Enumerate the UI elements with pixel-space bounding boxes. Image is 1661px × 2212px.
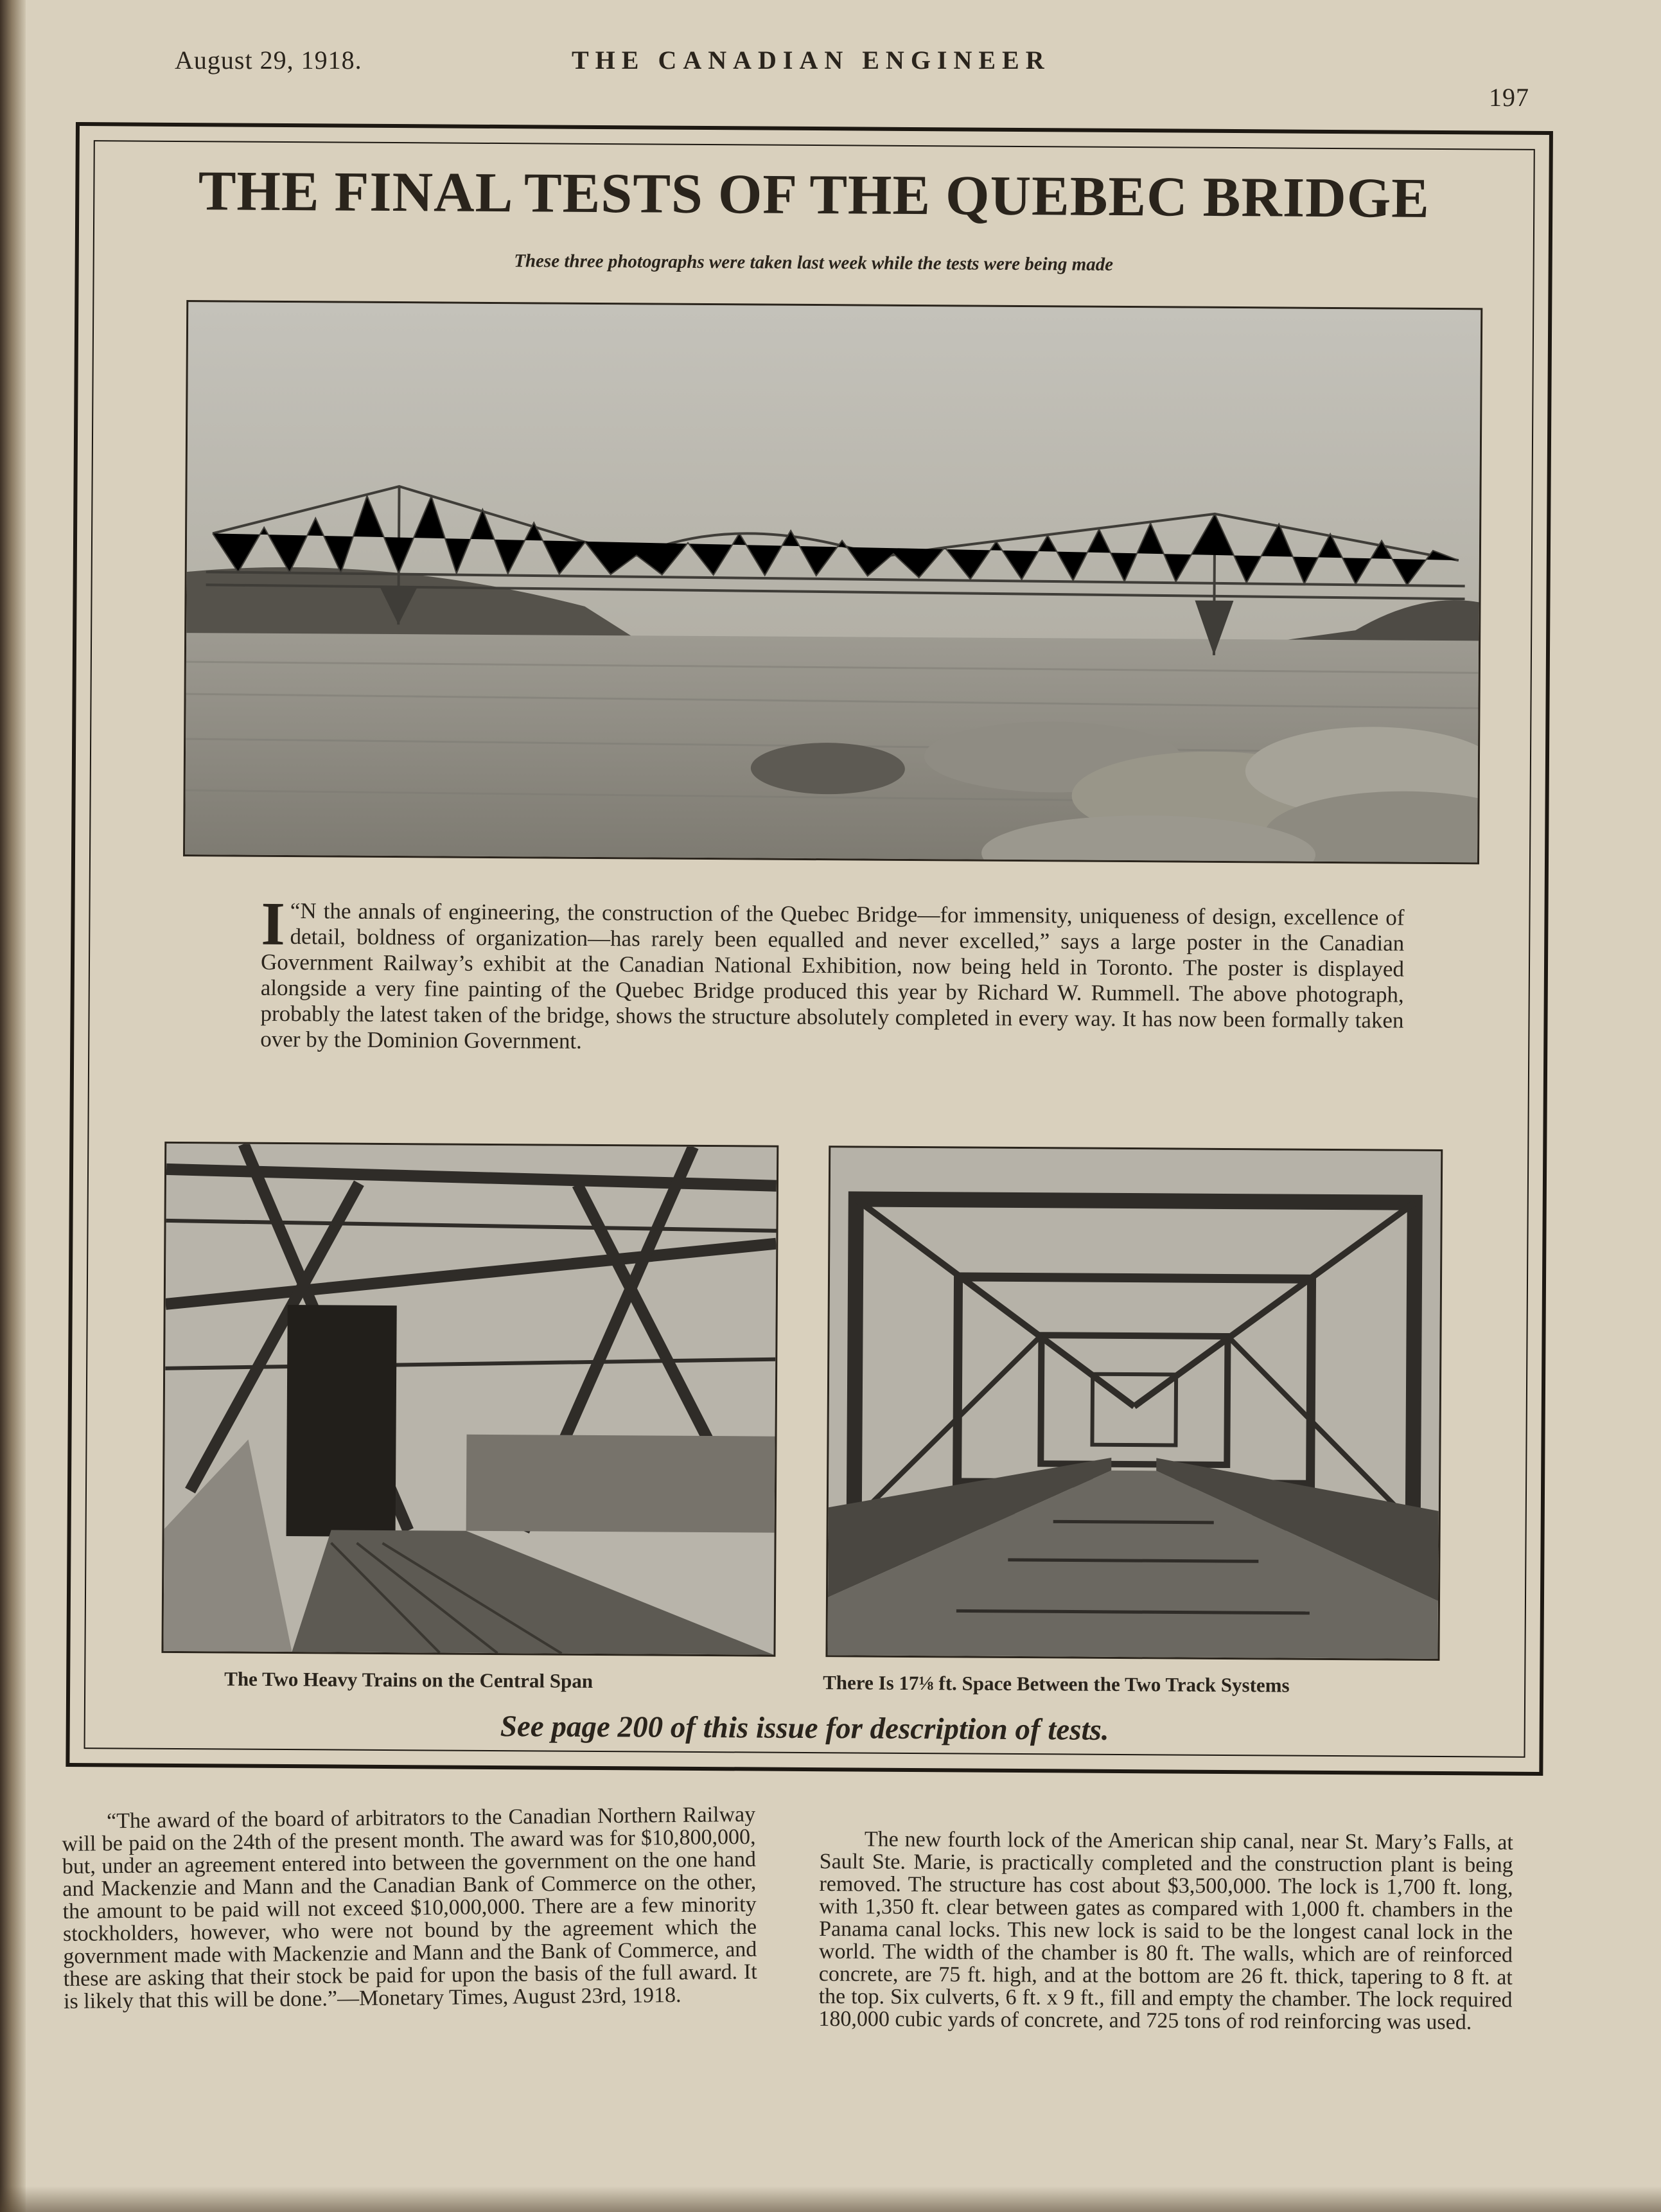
caption-left-photo: The Two Heavy Trains on the Central Span bbox=[224, 1667, 593, 1692]
article-lead-quote bbox=[260, 889, 1405, 1059]
opening-quote-mark: “ bbox=[290, 898, 301, 924]
photo-trains-central-span bbox=[161, 1142, 778, 1657]
caption-right-photo: There Is 17⅛ ft. Space Between the Two Track Systems bbox=[823, 1671, 1290, 1697]
lead-quote-text: N the annals of engineering, the construction of the Quebec Bridge—for immensity, uniqueness of design, excellence of detail, boldness of organization—has rarely been equalled and never excelled,” says a large poster in the Canadian Government Railway’s exhibit at the Canadian National Exhibition, now being held in Toronto. The poster is displayed alongside a very fine painting of the Quebec Bridge produced this year by Richard W. Rummell. The above photograph, probably the latest taken of the bridge, shows the structure absolutely completed in every way. It has now been formally taken over by the Dominion Government. bbox=[260, 898, 1405, 1054]
trains-on-span-illustration bbox=[163, 1144, 777, 1655]
photo-bridge-overview bbox=[183, 300, 1482, 864]
article-frame bbox=[66, 122, 1553, 1776]
see-page-reference: See page 200 of this issue for description of tests. bbox=[500, 1710, 1109, 1747]
photo-track-systems-space bbox=[825, 1146, 1443, 1661]
column-left-text: “The award of the board of arbitrators to the Canadian Northern Railway will be paid on the 24th of the present month. The award was for $10,800,000, but, under an agreement entered into between the government on the one hand and Mackenzie and Mann and the Canadian Bank of Commerce on the other, the amount to be paid will not exceed $10,000,000. There are a few minority stockholders, however, who were not bound by the agreement which the government made with Mackenzie and Mann and the Bank of Commerce, and these are asking that their stock be paid for upon the basis of the full award. It is likely that this will be done.”—Monetary Times, August 23rd, 1918. bbox=[62, 1802, 757, 2013]
column-right-article bbox=[818, 1828, 1513, 2034]
page-number: 197 bbox=[1489, 83, 1529, 112]
track-systems-illustration bbox=[827, 1147, 1441, 1659]
page-bottom-shadow bbox=[0, 2186, 1661, 2212]
running-head-date: August 29, 1918. bbox=[175, 46, 362, 75]
running-head-journal-title: THE CANADIAN ENGINEER bbox=[572, 46, 1051, 75]
article-headline: THE FINAL TESTS OF THE QUEBEC BRIDGE bbox=[198, 160, 1430, 230]
column-right-text: The new fourth lock of the American ship canal, near St. Mary’s Falls, at Sault Ste. Marie, is practically completed and the construction plant is being removed. The structure has cost about $3,500,000. The lock is 1,700 ft. long, with 1,350 ft. clear between gates as compared with 1,000 ft. chambers in the Panama canal locks. This new lock is said to be the longest canal lock in the world. The width of the chamber is 80 ft. The walls, which are of reinforced concrete, are 75 ft. high, and at the bottom are 26 ft. thick, tapering to 8 ft. at the top. Six culverts, 6 ft. x 9 ft., fill and empty the chamber. The lock required 180,000 cubic yards of concrete, and 725 tons of rod reinforcing was used. bbox=[818, 1827, 1513, 2035]
page-gutter-shadow bbox=[0, 0, 26, 2212]
bridge-overview-illustration bbox=[185, 302, 1481, 862]
article-subhead: These three photographs were taken last week while the tests were being made bbox=[514, 251, 1114, 275]
column-left-article bbox=[62, 1803, 757, 2013]
drop-cap-letter: I bbox=[261, 889, 286, 959]
